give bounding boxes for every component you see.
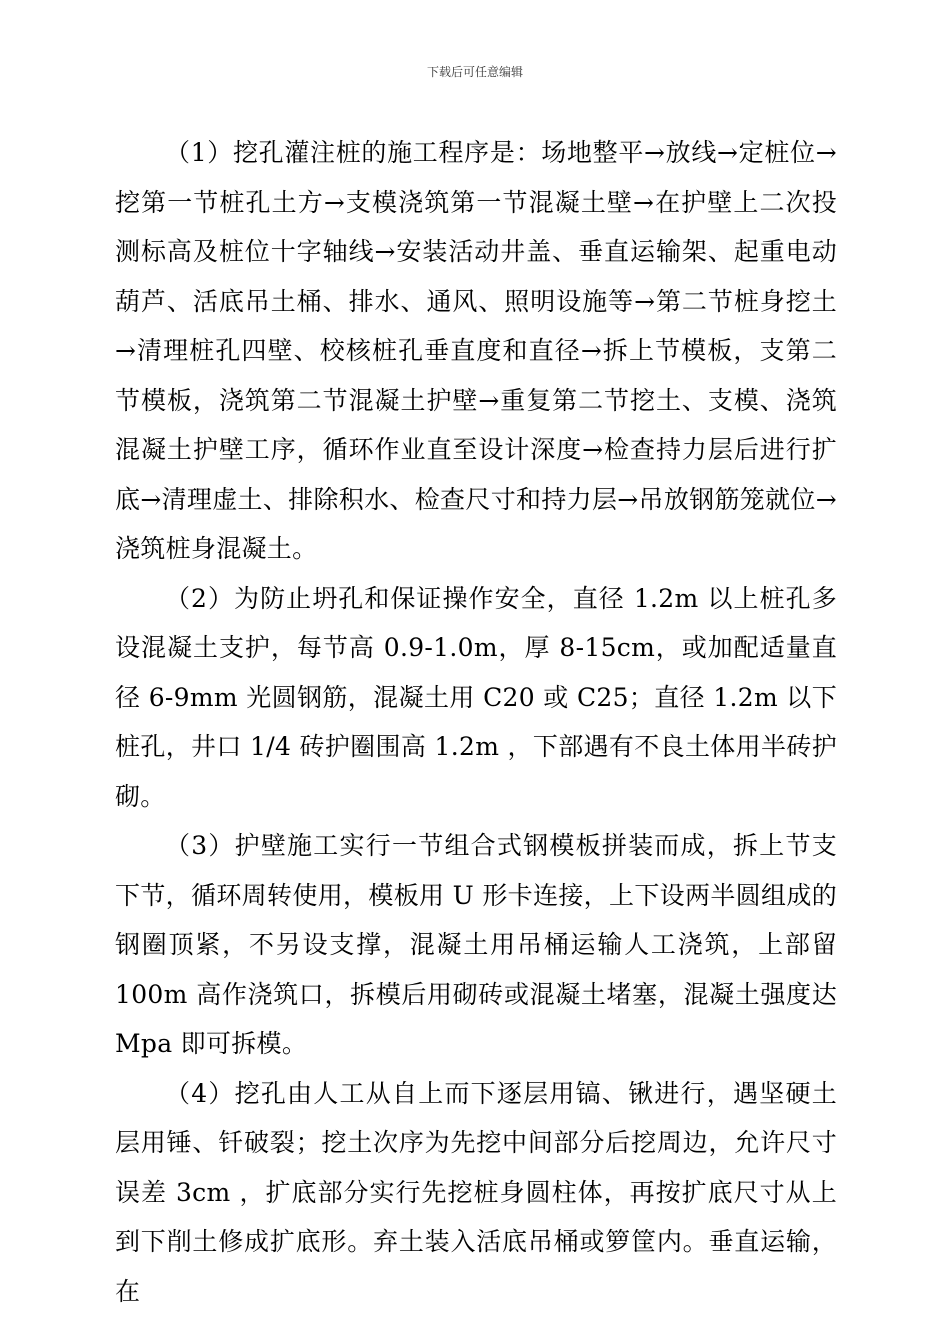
page-header: 下载后可任意编辑	[426, 65, 523, 79]
paragraph-3: （3）护壁施工实行一节组合式钢模板拼装而成，拆上节支下节，循环周转使用，模板用 U 形卡连接，上下设两半圆组成的钢圈顶紧，不另设支撑，混凝土用吊桶运输人工浇筑，上部留 100m 高作浇筑口，拆模后用砌砖或混凝土堵塞，混凝土强度达 Mpa 即可拆模。	[115, 831, 837, 1058]
paragraph-2: （2）为防止坍孔和保证操作安全，直径 1.2m 以上桩孔多设混凝土支护，每节高 0.9-1.0m，厚 8-15cm，或加配适量直径 6-9mm 光圆钢筋，混凝土用 C20 或 C25；直径 1.2m 以下桩孔，井口 1/4 砖护圈围高 1.2m ，下部遇有不良土体用半砖护砌。	[115, 583, 837, 811]
paragraph-4: （4）挖孔由人工从自上而下逐层用镐、锹进行，遇坚硬土层用锤、钎破裂；挖土次序为先挖中间部分后挖周边，允许尺寸误差 3cm ，扩底部分实行先挖桩身圆柱体，再按扩底尺寸从上到下削土修成扩底形。弃土装入活底吊桶或箩筐内。垂直运输，在	[115, 1078, 837, 1306]
paragraph-1: （1）挖孔灌注桩的施工程序是：场地整平→放线→定桩位→挖第一节桩孔土方→支模浇筑第一节混凝土壁→在护壁上二次投测标高及桩位十字轴线→安装活动井盖、垂直运输架、起重电动葫芦、活底吊土桶、排水、通风、照明设施等→第二节桩身挖土→清理桩孔四壁、校核桩孔垂直度和直径→拆上节模板，支第二节模板，浇筑第二节混凝土护壁→重复第二节挖土、支模、浇筑混凝土护壁工序，循环作业直至设计深度→检查持力层后进行扩底→清理虚土、排除积水、检查尺寸和持力层→吊放钢筋笼就位→浇筑桩身混凝土。	[115, 138, 837, 563]
document-body	[115, 128, 837, 1316]
